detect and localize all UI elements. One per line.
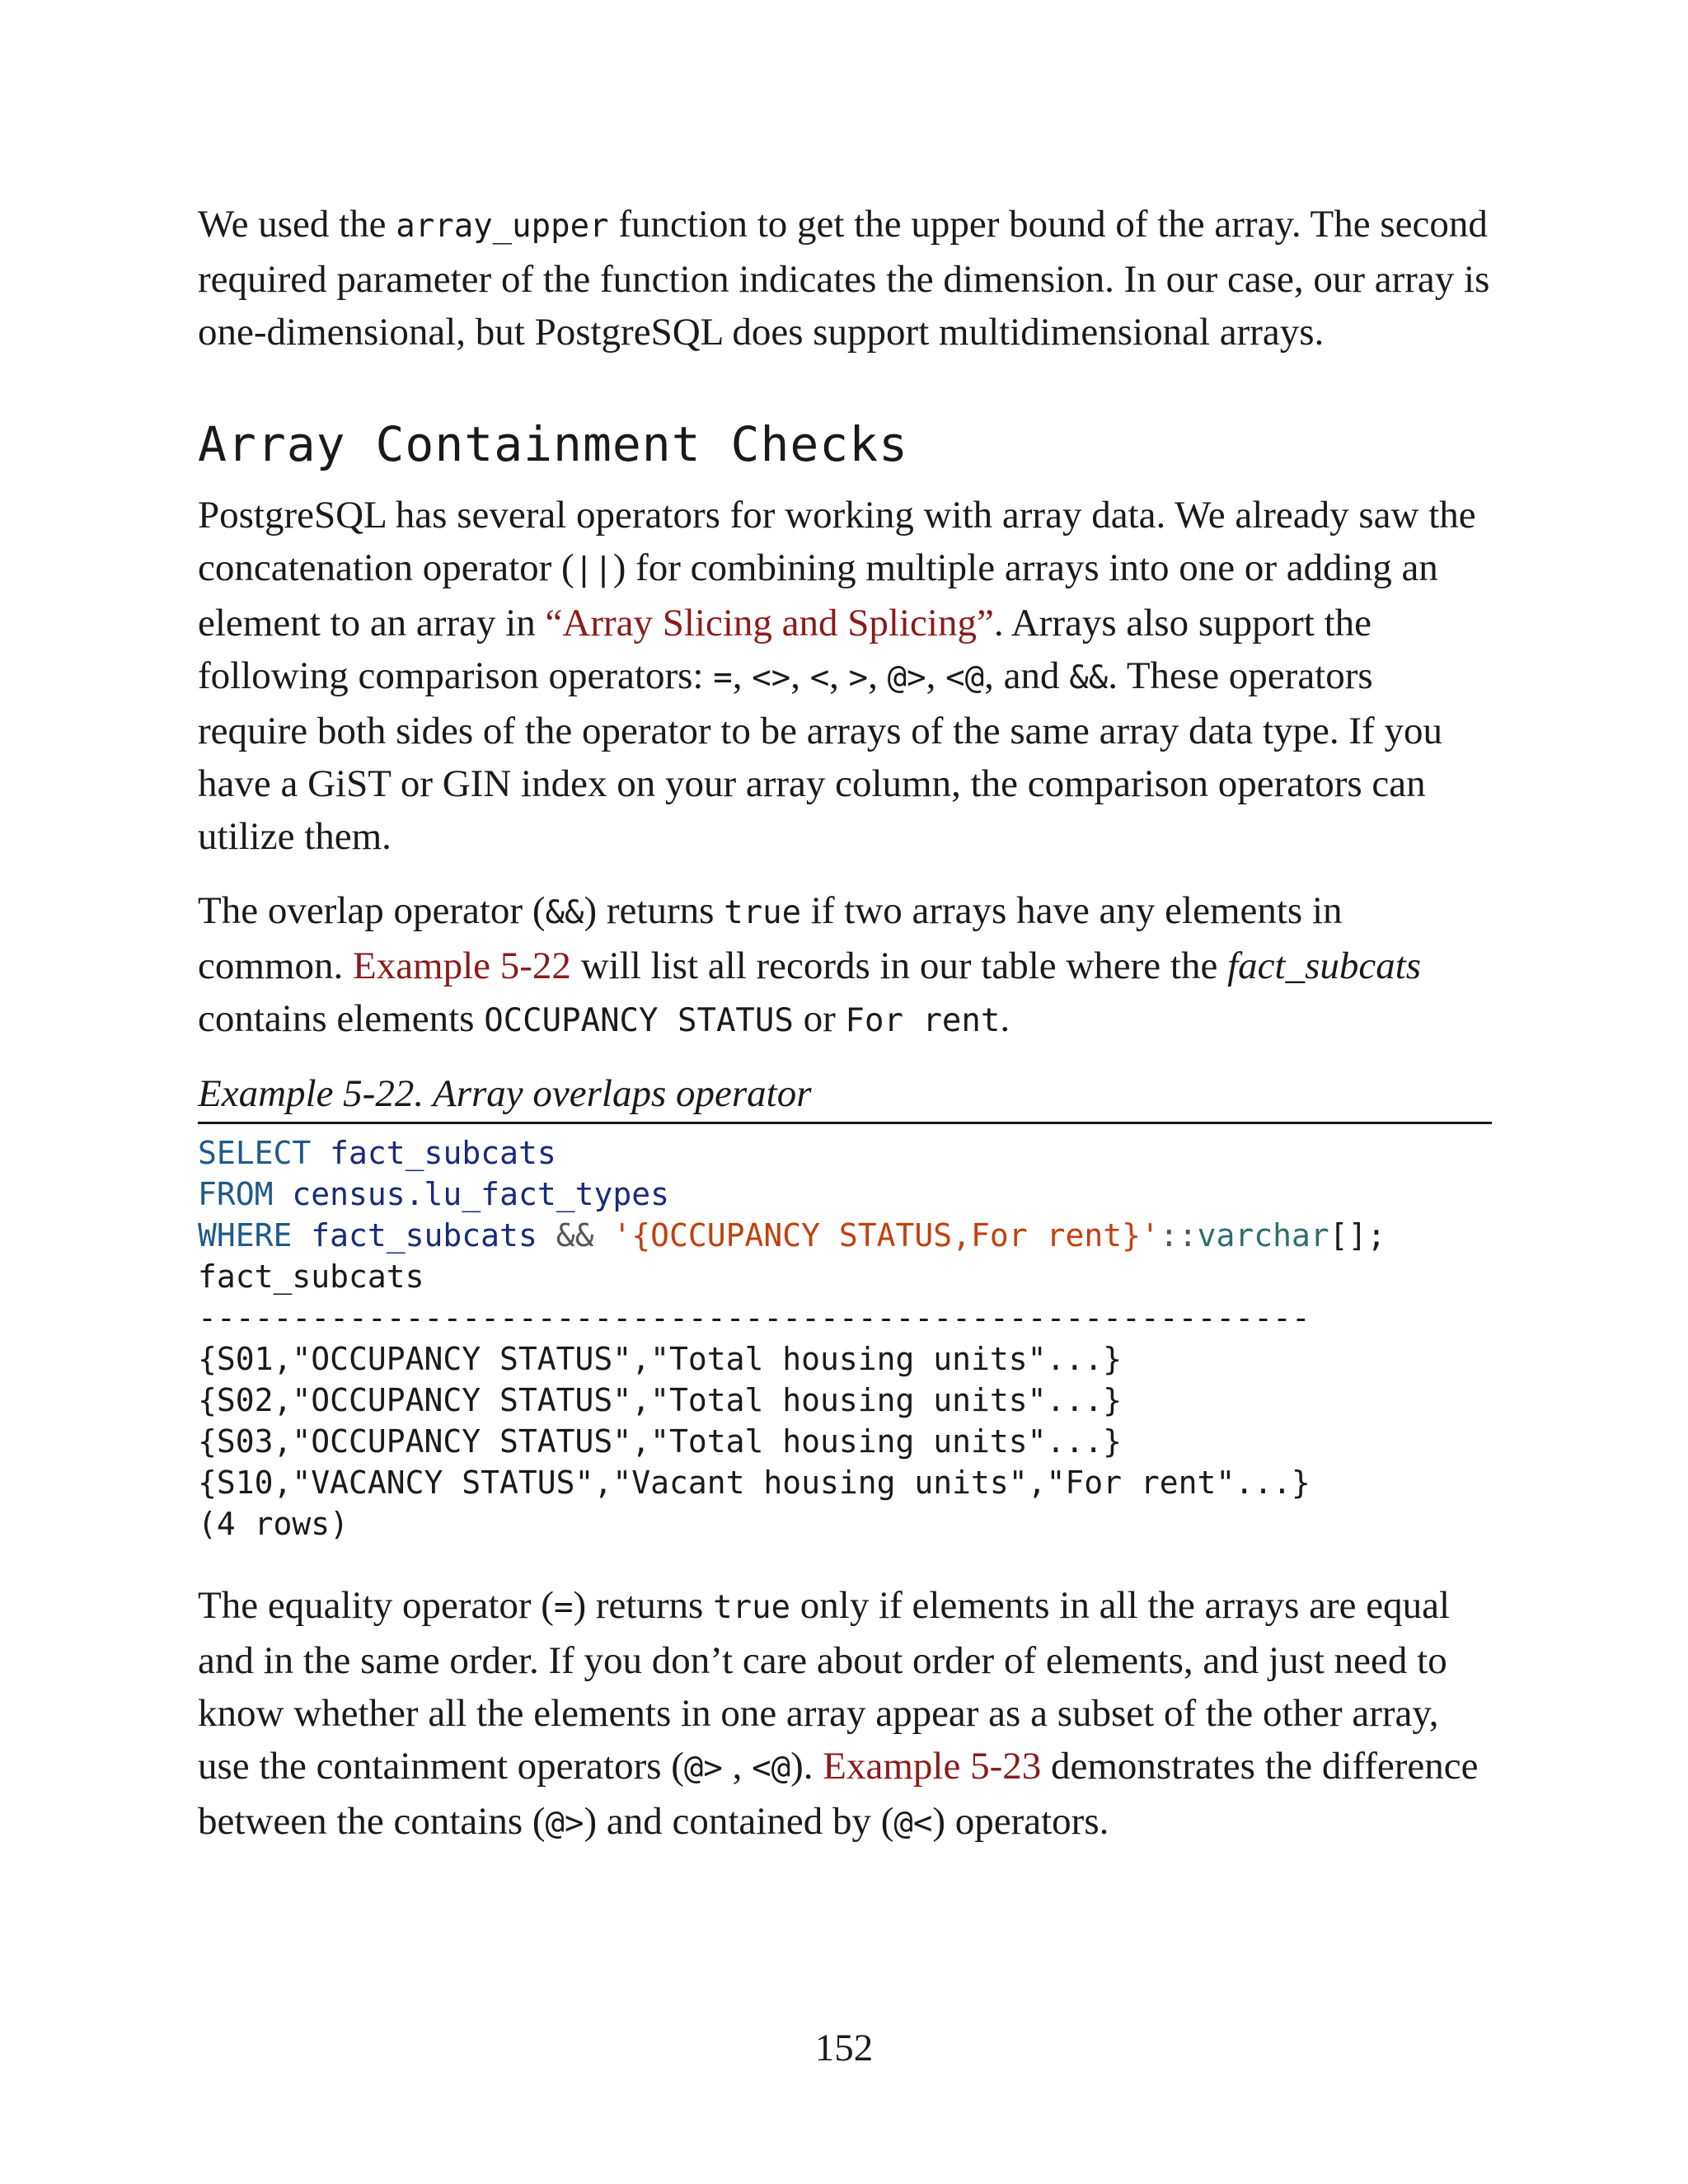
inline-code: <@ (945, 659, 985, 696)
output-row: {S03,"OCCUPANCY STATUS","Total housing units"...} (198, 1423, 1123, 1460)
sql-identifier: fact_subcats (330, 1135, 556, 1171)
inline-code: @> (545, 1805, 584, 1842)
sql-keyword: WHERE (198, 1217, 293, 1254)
example-link[interactable]: Example 5-22 (352, 944, 571, 987)
inline-code: && (1069, 659, 1109, 696)
inline-code: OCCUPANCY STATUS (484, 1002, 794, 1039)
text: ) returns (573, 1584, 714, 1627)
inline-code: array_upper (396, 208, 609, 245)
text: The overlap operator ( (198, 889, 546, 932)
text: function to get the upper bound of the array. The second required parameter of the function indicates the dimension. In our case, our array is one-dimensional, but PostgreSQL does support multidimensional arrays. (198, 203, 1490, 354)
page-number: 152 (814, 2027, 874, 2069)
section-heading: Array Containment Checks (198, 416, 909, 472)
output-row: {S10,"VACANCY STATUS","Vacant housing units","For rent"...} (198, 1465, 1311, 1501)
sql-identifier: census.lu_fact_types (292, 1176, 669, 1212)
text: only if elements in all the arrays are equal and in the same order. If you don’t care about order of elements, and just need to know whether all the elements in one array appear as a subset of the other array, use the containment operators ( (198, 1584, 1451, 1788)
inline-code: true (724, 894, 802, 931)
paragraph-overlap (198, 884, 1492, 1047)
page-content (198, 198, 1492, 1872)
text: , (722, 1745, 753, 1788)
text: , (868, 654, 888, 697)
inline-code: = (553, 1589, 574, 1626)
text: ) operators. (932, 1800, 1109, 1843)
inline-code: <@ (752, 1750, 791, 1787)
text: or (793, 997, 846, 1040)
inline-code: true (713, 1589, 791, 1626)
paragraph-array-upper (198, 198, 1492, 359)
inline-code: || (574, 551, 613, 588)
sql-type: varchar (1197, 1217, 1329, 1254)
text: , and (984, 654, 1070, 697)
inline-code: && (545, 894, 584, 931)
text: , (732, 654, 753, 697)
text: ) returns (584, 889, 724, 932)
text: demonstrates the difference between the contains ( (198, 1745, 1479, 1843)
text: The equality operator ( (198, 1584, 554, 1627)
sql-operator: :: (1159, 1217, 1198, 1254)
text: ). (790, 1745, 823, 1788)
text: We used the (198, 203, 396, 246)
text: . Arrays also support the following comparison operators: (198, 602, 1372, 697)
sql-keyword: FROM (198, 1176, 274, 1212)
inline-code: @> (683, 1750, 723, 1787)
text: will list all records in our table where the (570, 944, 1228, 987)
text: contains elements (198, 997, 485, 1040)
sql-string: '{OCCUPANCY STATUS,For rent}' (612, 1217, 1160, 1254)
text: PostgreSQL has several operators for working with array data. We already saw the concatenation operator ( (198, 494, 1476, 589)
inline-code: < (809, 659, 830, 696)
sql-punctuation: []; (1329, 1217, 1386, 1254)
output-header: fact_subcats (198, 1258, 424, 1295)
text: ) and contained by ( (584, 1800, 894, 1843)
output-row: {S01,"OCCUPANCY STATUS","Total housing units"...} (198, 1341, 1123, 1377)
inline-code: > (848, 659, 869, 696)
text: ) for combining multiple arrays into one or adding an element to an array in (198, 546, 1438, 644)
output-row: {S02,"OCCUPANCY STATUS","Total housing units"...} (198, 1382, 1123, 1418)
sql-keyword: SELECT (198, 1135, 312, 1171)
emphasis-text: fact_subcats (1227, 944, 1422, 987)
example-link[interactable]: Example 5-23 (823, 1745, 1042, 1788)
code-block (198, 1132, 1492, 1544)
text: if two arrays have any elements in common. (198, 889, 1343, 987)
text: . These operators require both sides of the operator to be arrays of the same array data type. If you have a GiST or GIN index on your array column, the comparison operators can utilize them. (198, 654, 1442, 858)
text: , (829, 654, 849, 697)
inline-code: = (713, 659, 733, 696)
inline-code: @< (893, 1805, 933, 1842)
inline-code: @> (887, 659, 926, 696)
output-footer: (4 rows) (198, 1506, 349, 1542)
paragraph-operators (198, 489, 1492, 863)
inline-code: <> (752, 659, 791, 696)
paragraph-equality (198, 1579, 1492, 1850)
sql-identifier: fact_subcats (311, 1217, 537, 1254)
inline-code: For rent (845, 1002, 1001, 1039)
cross-reference-link[interactable]: “Array Slicing and Splicing” (545, 602, 994, 644)
text: . (1000, 997, 1010, 1040)
output-rule: ----------------------------------------------------------- (198, 1300, 1311, 1336)
sql-operator: && (556, 1217, 594, 1254)
text: , (926, 654, 946, 697)
text: , (790, 654, 810, 697)
example-caption: Example 5-22. Array overlaps operator (198, 1069, 1492, 1124)
